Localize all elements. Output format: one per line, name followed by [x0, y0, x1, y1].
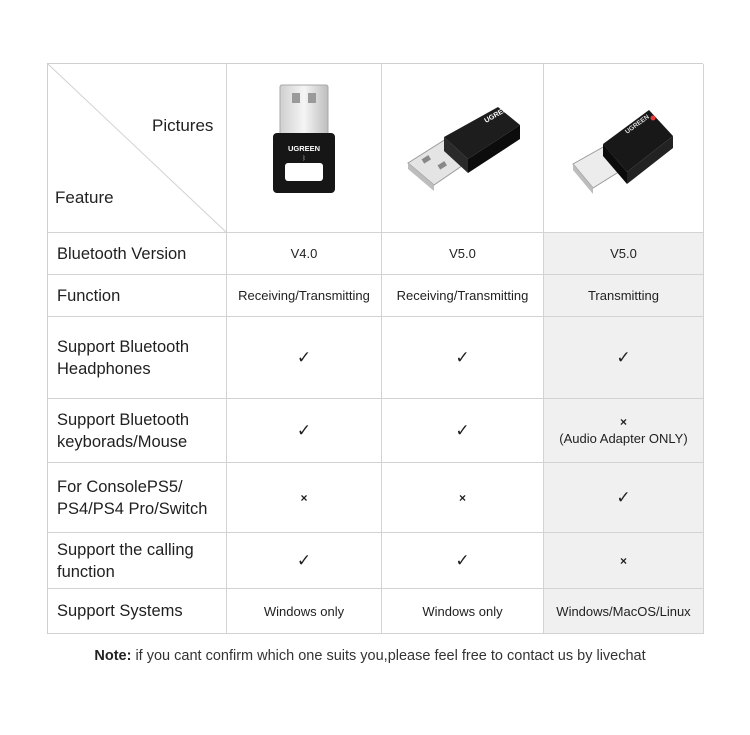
value-cell: V5.0	[382, 233, 544, 275]
feature-bluetooth-version: Bluetooth Version	[48, 233, 227, 275]
value-cell: Receiving/Transmitting	[227, 275, 382, 317]
check-icon: ✓	[382, 317, 544, 399]
value-cell: Receiving/Transmitting	[382, 275, 544, 317]
check-icon: ✓	[382, 399, 544, 463]
pictures-label: Pictures	[152, 116, 214, 135]
product-image-cell-3	[544, 64, 704, 233]
check-icon: ✓	[227, 399, 382, 463]
svg-text:UGREEN: UGREEN	[483, 103, 513, 125]
cross-icon: ×	[227, 463, 382, 533]
value-cell: Windows/MacOS/Linux	[544, 589, 704, 634]
check-icon: ✓	[544, 317, 704, 399]
usb-bluetooth-adapter-v5-0-icon	[400, 93, 525, 203]
value-cell: V4.0	[227, 233, 382, 275]
note-label: Note:	[94, 648, 132, 664]
cross-icon: ×	[544, 533, 704, 589]
product-image-cell-1	[227, 64, 382, 233]
check-icon: ✓	[227, 317, 382, 399]
cross-icon: ×	[619, 415, 627, 429]
value-cell: V5.0	[544, 233, 704, 275]
feature-calling: Support the calling function	[48, 533, 227, 589]
value-cell: Windows only	[227, 589, 382, 634]
usb-bluetooth-transmitter-icon	[569, 88, 679, 208]
value-cell	[544, 399, 704, 463]
feature-function: Function	[48, 275, 227, 317]
footer-note	[0, 648, 740, 664]
note-text: if you cant confirm which one suits you,please feel free to contact us by livechat	[131, 648, 646, 664]
feature-systems: Support Systems	[48, 589, 227, 634]
svg-text:ᛒ: ᛒ	[302, 155, 306, 162]
value-cell: Windows only	[382, 589, 544, 634]
feature-console: For ConsolePS5/ PS4/PS4 Pro/Switch	[48, 463, 227, 533]
check-icon: ✓	[382, 533, 544, 589]
cross-icon: ×	[382, 463, 544, 533]
feature-keyboard-mouse: Support Bluetooth keyborads/Mouse	[48, 399, 227, 463]
product-image-cell-2	[382, 64, 544, 233]
value-cell: Transmitting	[544, 275, 704, 317]
feature-headphones: Support Bluetooth Headphones	[48, 317, 227, 399]
check-icon: ✓	[544, 463, 704, 533]
svg-text:UGREEN: UGREEN	[623, 113, 651, 136]
svg-text:UGREEN: UGREEN	[287, 144, 321, 153]
usb-bluetooth-adapter-v4-0-icon	[259, 83, 349, 213]
feature-label: Feature	[55, 188, 114, 207]
check-icon: ✓	[227, 533, 382, 589]
comparison-table	[47, 63, 703, 634]
audio-adapter-note: (Audio Adapter ONLY)	[559, 431, 688, 446]
diagonal-header-cell	[48, 64, 227, 233]
